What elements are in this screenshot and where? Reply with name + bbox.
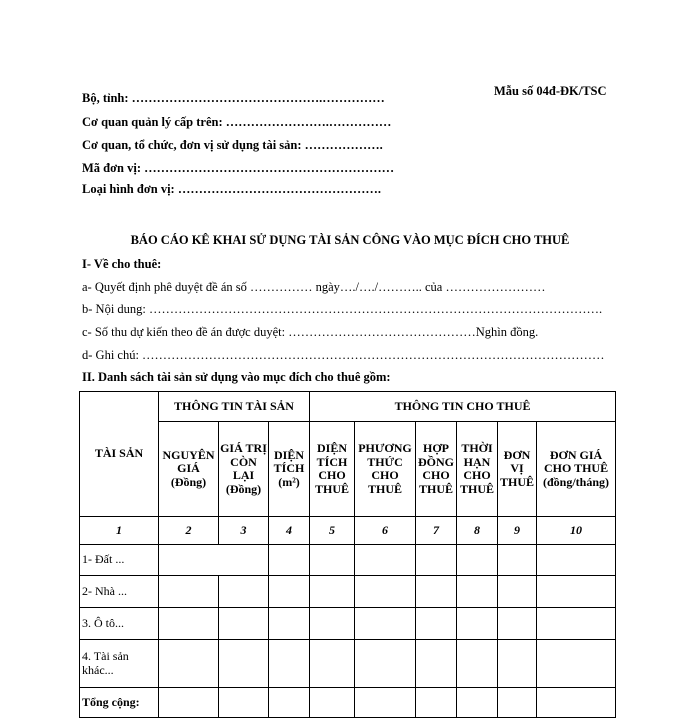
table-cell[interactable] (537, 576, 616, 608)
table-cell[interactable] (498, 640, 537, 688)
table-cell[interactable] (269, 576, 310, 608)
table-cell[interactable] (537, 608, 616, 640)
col-header-rental-area: DIỆN TÍCH CHO THUÊ (310, 422, 355, 517)
col-header-asset: TÀI SẢN (80, 392, 159, 517)
group-header-rental-info: THÔNG TIN CHO THUÊ (310, 392, 616, 422)
table-cell[interactable] (159, 576, 219, 608)
table-cell[interactable] (498, 688, 537, 718)
section-2-title: II. Danh sách tài sản sử dụng vào mục đích cho thuê gồm: (82, 370, 391, 384)
col-number: 3 (219, 517, 269, 545)
table-row (80, 545, 616, 576)
table-cell[interactable] (269, 608, 310, 640)
col-number: 6 (355, 517, 416, 545)
table-cell[interactable] (219, 576, 269, 608)
col-header-remaining-value: GIÁ TRỊ CÒN LẠI (Đồng) (219, 422, 269, 517)
row-label-total: Tổng cộng: (80, 688, 159, 718)
table-cell[interactable] (159, 640, 219, 688)
table-row (80, 688, 616, 718)
rental-asset-table (79, 391, 616, 718)
table-cell[interactable] (310, 545, 355, 576)
col-number: 8 (457, 517, 498, 545)
table-cell[interactable] (219, 688, 269, 718)
table-cell[interactable] (457, 688, 498, 718)
col-header-original-price: NGUYÊN GIÁ (Đồng) (159, 422, 219, 517)
unit-type-line: Loại hình đơn vị: …………………………………………. (82, 182, 381, 196)
col-header-rental-method: PHƯƠNG THỨC CHO THUÊ (355, 422, 416, 517)
table-cell[interactable] (219, 640, 269, 688)
group-header-asset-info: THÔNG TIN TÀI SẢN (159, 392, 310, 422)
table-cell[interactable] (537, 688, 616, 718)
table-cell[interactable] (416, 608, 457, 640)
form-code: Mẫu số 04đ-ĐK/TSC (494, 84, 607, 98)
row-label-car: 3. Ô tô... (80, 608, 159, 640)
superior-agency-line: Cơ quan quản lý cấp trên: …………………….…………… (82, 115, 392, 129)
table-cell[interactable] (355, 688, 416, 718)
section-1-line-a: a- Quyết định phê duyệt đề án số …………… ngày…./…./……….. của …………………… (82, 280, 546, 294)
table-cell[interactable] (498, 545, 537, 576)
col-number: 10 (537, 517, 616, 545)
unit-code-line: Mã đơn vị: …………………………………………………… (82, 161, 395, 175)
table-cell[interactable] (355, 545, 416, 576)
table-cell[interactable] (416, 688, 457, 718)
table-cell[interactable] (498, 576, 537, 608)
table-cell[interactable] (355, 576, 416, 608)
table-cell[interactable] (269, 688, 310, 718)
col-number: 7 (416, 517, 457, 545)
row-label-other-assets: 4. Tài sản khác... (80, 640, 159, 688)
table-cell[interactable] (269, 640, 310, 688)
table-cell[interactable] (457, 545, 498, 576)
col-number: 9 (498, 517, 537, 545)
section-1-title: I- Về cho thuê: (82, 257, 162, 271)
col-header-rental-contract: HỢP ĐỒNG CHO THUÊ (416, 422, 457, 517)
table-cell[interactable] (159, 545, 269, 576)
section-1-line-c: c- Số thu dự kiến theo đề án được duyệt: ………………………………………Nghìn đồng. (82, 325, 539, 339)
table-cell[interactable] (159, 608, 219, 640)
table-cell[interactable] (537, 640, 616, 688)
col-number: 1 (80, 517, 159, 545)
report-title: BÁO CÁO KÊ KHAI SỬ DỤNG TÀI SẢN CÔNG VÀO MỤC ĐÍCH CHO THUÊ (130, 233, 570, 247)
table-cell[interactable] (269, 545, 310, 576)
table-cell[interactable] (416, 640, 457, 688)
table-cell[interactable] (159, 688, 219, 718)
table-cell[interactable] (310, 608, 355, 640)
table-cell[interactable] (537, 545, 616, 576)
table-cell[interactable] (310, 688, 355, 718)
col-number: 5 (310, 517, 355, 545)
table-cell[interactable] (457, 640, 498, 688)
table-cell[interactable] (457, 608, 498, 640)
section-1-line-d: d- Ghi chú: ………………………………………………………………………………………………… (82, 348, 605, 362)
col-number: 2 (159, 517, 219, 545)
using-unit-line: Cơ quan, tổ chức, đơn vị sử dụng tài sản: ………………. (82, 138, 383, 152)
col-header-rental-price: ĐƠN GIÁ CHO THUÊ (đồng/tháng) (537, 422, 616, 517)
table-cell[interactable] (355, 608, 416, 640)
table-cell[interactable] (219, 608, 269, 640)
table-row (80, 640, 616, 688)
col-header-area: DIỆN TÍCH (m²) (269, 422, 310, 517)
row-label-land: 1- Đất ... (80, 545, 159, 576)
table-cell[interactable] (416, 545, 457, 576)
table-cell[interactable] (310, 576, 355, 608)
col-header-rental-term: THỜI HẠN CHO THUÊ (457, 422, 498, 517)
table-row (80, 576, 616, 608)
col-number: 4 (269, 517, 310, 545)
table-cell[interactable] (498, 608, 537, 640)
ministry-province-line: Bộ, tỉnh: ……………………………………….…………… (82, 91, 385, 105)
table-cell[interactable] (416, 576, 457, 608)
table-row (80, 608, 616, 640)
section-1-line-b: b- Nội dung: ………………………………………………………………………………………………. (82, 302, 603, 316)
table-cell[interactable] (457, 576, 498, 608)
table-cell[interactable] (355, 640, 416, 688)
table-cell[interactable] (310, 640, 355, 688)
row-label-building: 2- Nhà ... (80, 576, 159, 608)
col-header-tenant: ĐƠN VỊ THUÊ (498, 422, 537, 517)
